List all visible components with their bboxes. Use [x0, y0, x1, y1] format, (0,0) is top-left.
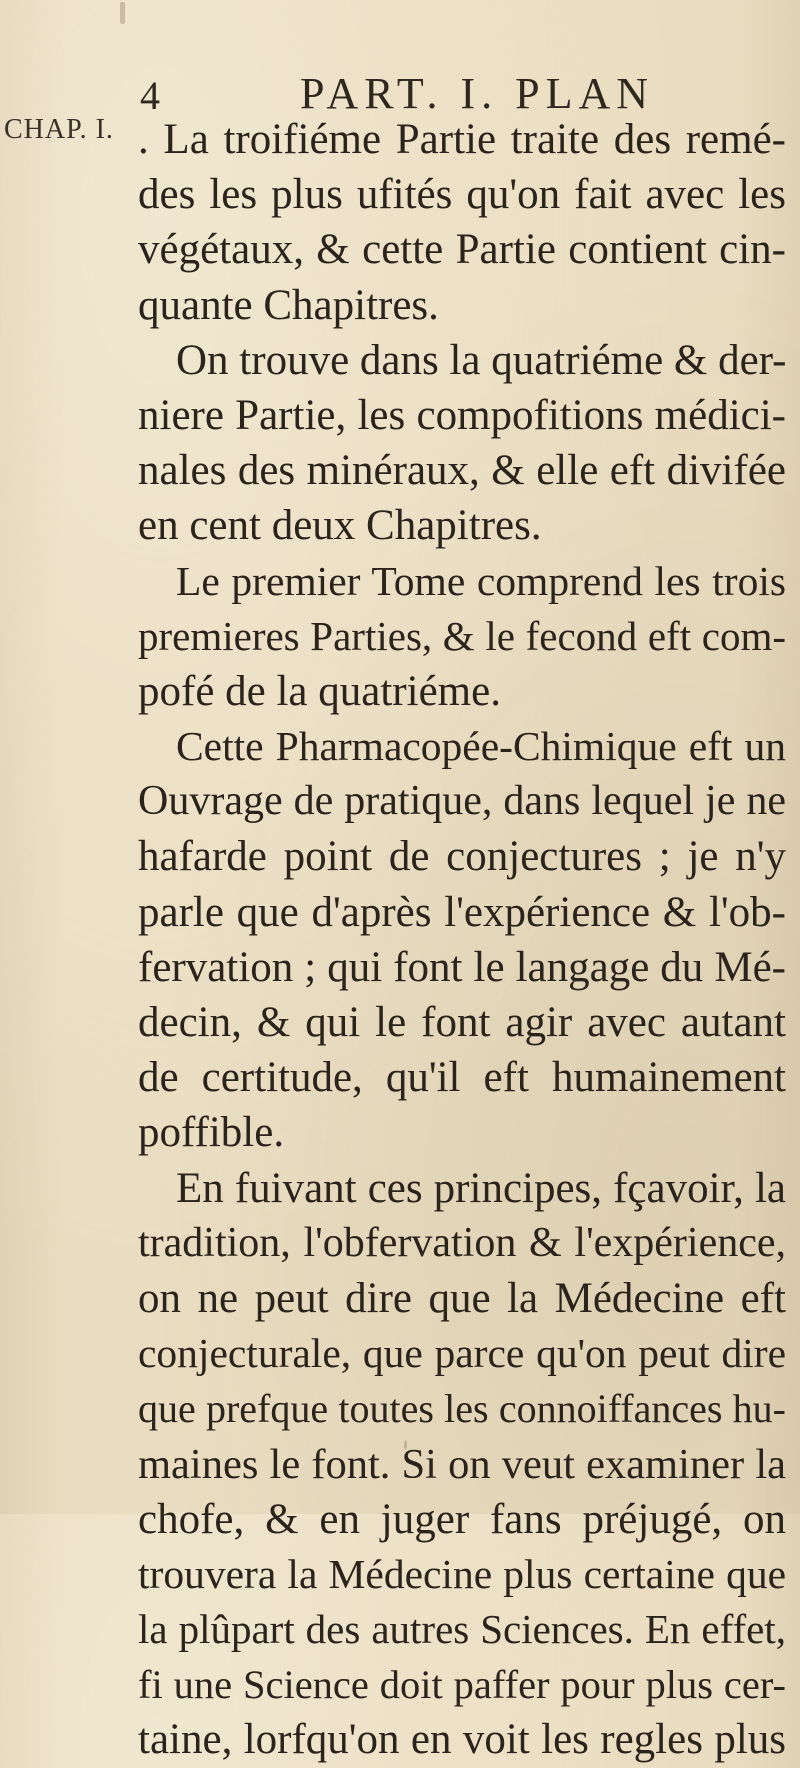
- text-line: fervation ; qui font le langage du Mé-: [138, 943, 786, 991]
- text-line: On trouve dans la quatriéme & der-: [176, 336, 786, 384]
- text-line: de certitude, qu'il eft humainement: [138, 1054, 786, 1102]
- running-head: PART. I. PLAN: [300, 69, 655, 118]
- text-line: Cette Pharmacopée-Chimique eft un: [176, 723, 786, 770]
- text-line: hafarde point de conjectures ; je n'y: [138, 833, 786, 881]
- text-line: niere Partie, les compofitions médici-: [138, 391, 786, 439]
- text-line: En fuivant ces principes, fçavoir, la: [176, 1164, 786, 1212]
- page-number: 4: [140, 73, 160, 118]
- text-line: parle que d'après l'expérience & l'ob-: [138, 888, 786, 936]
- text-line: la plûpart des autres Sciences. En effet,: [138, 1606, 786, 1653]
- text-line: Ouvrage de pratique, dans lequel je ne: [138, 778, 786, 825]
- text-line: Le premier Tome comprend les trois: [176, 557, 786, 604]
- text-line: trouvera la Médecine plus certaine que: [138, 1550, 786, 1597]
- text-line: nales des minéraux, & elle eft divifée: [138, 447, 786, 495]
- text-line: des les plus ufités qu'on fait avec les: [138, 171, 786, 219]
- text-line: premieres Parties, & le fecond eft com-: [138, 612, 786, 659]
- text-line: quante Chapitres.: [138, 281, 439, 329]
- body-text: [138, 112, 786, 1768]
- text-line: en cent deux Chapitres.: [138, 502, 542, 550]
- text-line: pofé de la quatriéme.: [138, 667, 501, 715]
- text-line: decin, & qui le font agir avec autant: [138, 999, 786, 1046]
- text-line: fi une Science doit paffer pour plus cer-: [138, 1662, 786, 1708]
- text-line: on ne peut dire que la Médecine eft: [138, 1274, 786, 1322]
- text-line: chofe, & en juger fans préjugé, on: [138, 1495, 786, 1543]
- text-line: . La troifiéme Partie traite des remé-: [138, 116, 786, 163]
- text-line: tradition, l'obfervation & l'expérience,: [138, 1219, 786, 1266]
- text-line: taine, lorfqu'on en voit les regles plus: [138, 1716, 786, 1764]
- margin-chapter-note: CHAP. I.: [4, 114, 114, 145]
- text-line: poffible.: [138, 1109, 285, 1157]
- text-line: que prefque toutes les connoiffances hu-: [138, 1386, 786, 1432]
- text-line: conjecturale, que parce qu'on peut dire: [138, 1330, 786, 1377]
- ink-mark: [120, 2, 125, 24]
- text-line: maines le font. Si on veut examiner la: [138, 1440, 786, 1488]
- text-line: végétaux, & cette Partie contient cin-: [138, 226, 786, 274]
